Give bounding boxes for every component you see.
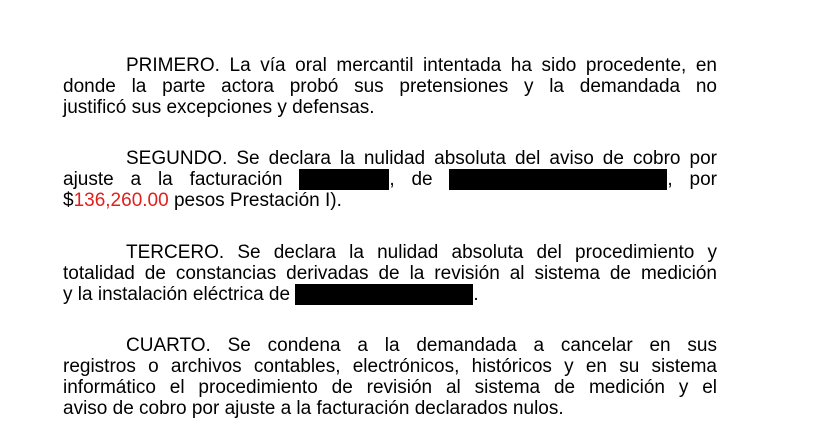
paragraph-line: SEGUNDO. Se declara la nulidad absoluta del aviso de cobro por: [126, 148, 717, 169]
paragraph-line: justificó sus excepciones y defensas.: [63, 97, 375, 118]
paragraph-line: [63, 169, 717, 190]
redaction-block: [295, 284, 473, 305]
paragraph-line: [63, 284, 717, 305]
currency-symbol: $: [63, 190, 74, 211]
paragraph-line: registros o archivos contables, electrónicos, históricos y en su sistema: [63, 356, 717, 377]
text-fragment: .: [473, 284, 479, 305]
paragraph-line: CUARTO. Se condena a la demandada a cancelar en sus: [126, 335, 717, 356]
paragraph-line: PRIMERO. La vía oral mercantil intentada ha sido procedente, en: [126, 55, 717, 76]
redaction-block: [299, 169, 389, 190]
paragraph-line: informático el procedimiento de revisión al sistema de medición y el: [63, 377, 717, 398]
resolutive-point-tercero: [63, 242, 717, 305]
text-fragment: , por: [667, 169, 717, 190]
text-fragment: a: [130, 169, 142, 190]
text-fragment: ajuste: [63, 169, 114, 190]
paragraph-line: donde la parte actora probó sus pretensiones y la demandada no: [63, 76, 717, 97]
resolutive-point-primero: [63, 55, 717, 118]
amount-highlight: 136,260.00: [73, 190, 169, 211]
text-fragment: facturación: [189, 169, 283, 190]
resolutive-point-cuarto: [63, 335, 717, 419]
text-fragment: y la instalación eléctrica de: [63, 284, 296, 305]
resolutive-point-segundo: [63, 148, 717, 211]
paragraph-line: totalidad de constancias derivadas de la revisión al sistema de medición: [63, 263, 717, 284]
text-fragment: pesos Prestación I).: [168, 190, 342, 211]
text-fragment: , de: [389, 169, 433, 190]
redaction-block: [449, 169, 667, 190]
text-fragment: la: [157, 169, 173, 190]
paragraph-line: aviso de cobro por ajuste a la facturación declarados nulos.: [63, 398, 564, 419]
paragraph-line: TERCERO. Se declara la nulidad absoluta del procedimiento y: [126, 242, 717, 263]
paragraph-line: [63, 190, 717, 211]
